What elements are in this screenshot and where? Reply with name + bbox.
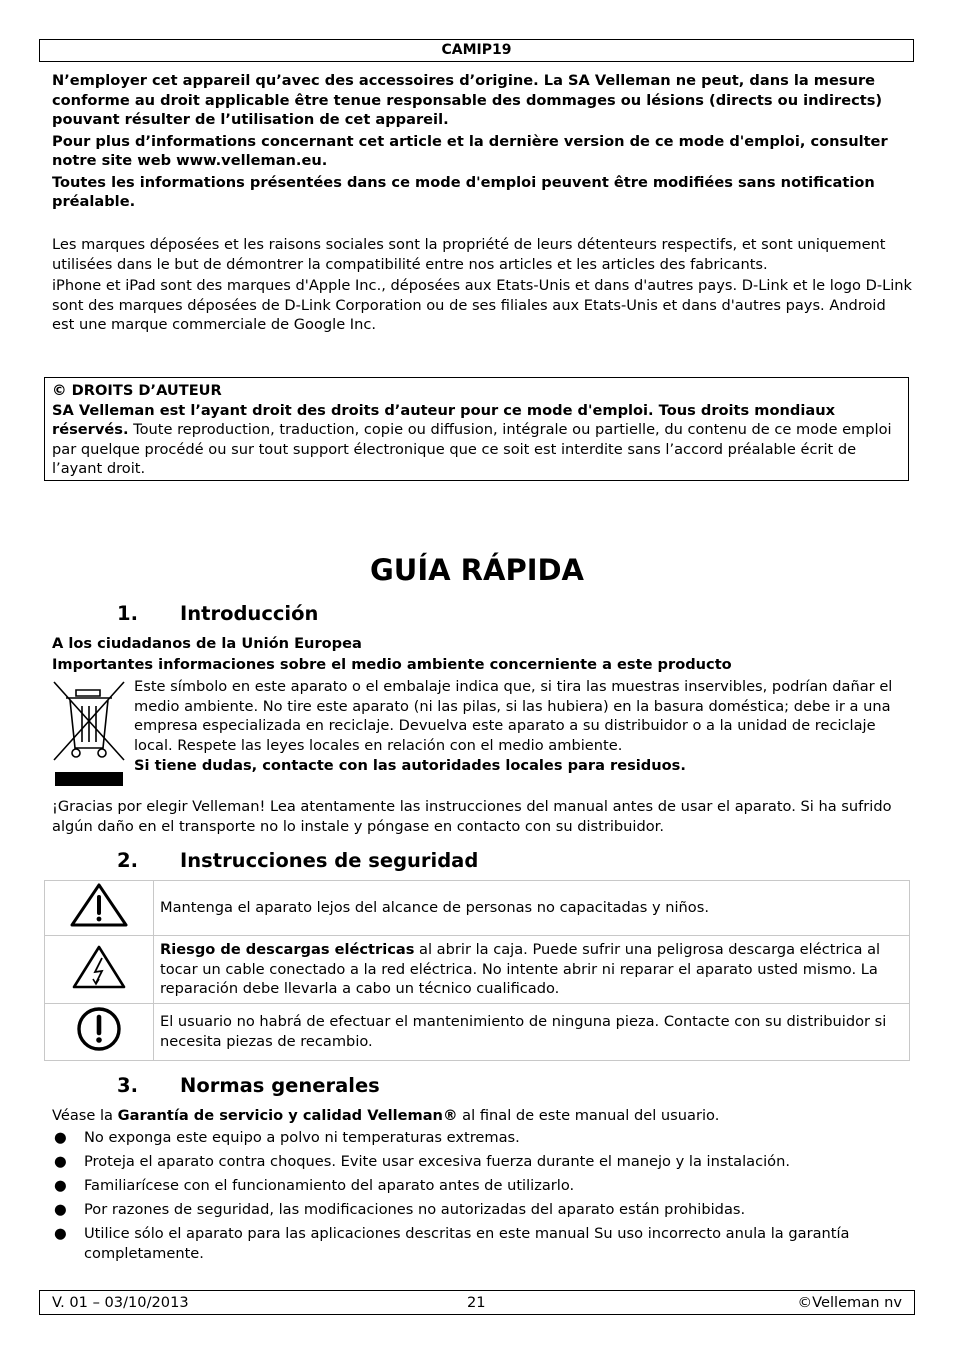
list-item-text: Familiarícese con el funcionamiento del aparato antes de utilizarlo. — [84, 1177, 575, 1194]
bullet-icon: ● — [54, 1225, 67, 1242]
list-item — [52, 1224, 912, 1263]
notice-accessories: N’employer cet appareil qu’avec des accessoires d’origine. La SA Velleman ne peut, dans la mesure conforme au droit applicable être tenue responsable des dommages ou lésions (directs ou indirects) pouvant résulter de l’utilisation de cet appareil. — [52, 72, 883, 128]
safety-icon-cell — [45, 1004, 154, 1061]
trademark-paragraph: Les marques déposées et les raisons sociales sont la propriété de leurs détenteurs respectifs, et sont uniquement utilisées dans le but de démontrer la compatibilité entre nos articles et les articles des fabricants. — [52, 236, 886, 273]
section-number: 1. — [117, 602, 138, 625]
general-rules-list — [52, 1128, 912, 1268]
section-heading-general — [117, 1073, 617, 1099]
general-intro — [52, 1106, 912, 1126]
copyright-text — [52, 401, 901, 479]
trademarks-section — [52, 235, 912, 335]
safety-text: al abrir la caja. Puede sufrir una peligrosa descarga eléctrica al tocar un cable conectado a la red eléctrica. No intente abrir ni reparar el aparato usted mismo. La reparación debe llevarla a cabo un técnico cualificado. — [160, 941, 881, 998]
list-item-text: Por razones de seguridad, las modificaciones no autorizadas del aparato están prohibidas. — [84, 1201, 746, 1218]
list-item-text: Utilice sólo el aparato para las aplicaciones descritas en este manual Su uso incorrecto anula la garantía completamente. — [84, 1225, 850, 1262]
thanks-paragraph — [52, 797, 912, 836]
section-title: Introducción — [180, 602, 319, 625]
general-intro-text — [52, 1106, 912, 1126]
intro-post: al final de este manual del usuario. — [457, 1107, 720, 1124]
electric-shock-icon — [71, 977, 127, 994]
footer-page-number: 21 — [467, 1294, 486, 1311]
safety-icon-cell — [45, 936, 154, 1004]
section-heading-safety — [117, 848, 717, 874]
footer-version: V. 01 – 03/10/2013 — [52, 1294, 189, 1311]
copyright-bold: SA Velleman est l’ayant droit des droits d’auteur pour ce mode d'emploi. Tous droits mondiaux réservés. — [52, 401, 836, 438]
list-item — [52, 1152, 912, 1172]
safety-text: Mantenga el aparato lejos del alcance de personas no capacitadas y niños. — [160, 899, 709, 917]
safety-text: El usuario no habrá de efectuar el mantenimiento de ninguna pieza. Contacte con su distribuidor si necesita piezas de recambio. — [160, 1013, 887, 1050]
weee-bin-icon — [52, 678, 126, 790]
notice-modifications: Toutes les informations présentées dans ce mode d'emploi peuvent être modifiées sans notification préalable. — [52, 173, 875, 210]
weee-text: Este símbolo en este aparato o el embalaje indica que, si tira las muestras inservibles, podrían dañar el medio ambiente. No tire este aparato (ni las pilas, si las hubiera) en la basura doméstica; debe ir a una empresa especializada en reciclaje. Devuelva este aparato a su distribuidor o a la unidad de reciclaje local. Respete las leyes locales en relación con el medio ambiente. — [134, 678, 893, 754]
list-item — [52, 1128, 912, 1148]
bullet-icon: ● — [54, 1129, 67, 1146]
section-number: 3. — [117, 1074, 138, 1097]
footer-copyright: ©Velleman nv — [797, 1294, 902, 1311]
safety-table — [44, 880, 910, 1061]
bullet-icon: ● — [54, 1177, 67, 1194]
bullet-icon: ● — [54, 1201, 67, 1218]
safety-row — [45, 881, 910, 936]
list-item — [52, 1176, 912, 1196]
weee-text-block — [134, 677, 914, 776]
intro-pre: Véase la — [52, 1107, 118, 1124]
model-name: CAMIP19 — [441, 42, 512, 58]
page-footer — [39, 1290, 915, 1315]
weee-bold: Si tiene dudas, contacte con las autoridades locales para residuos. — [134, 757, 686, 774]
section-title: Normas generales — [180, 1074, 380, 1097]
warranty-reference: Garantía de servicio y calidad Velleman® — [117, 1107, 458, 1124]
warning-triangle-icon — [69, 915, 129, 932]
safety-text-cell — [154, 936, 910, 1004]
section-number: 2. — [117, 849, 138, 872]
list-item-text: Proteja el aparato contra choques. Evite usar excesiva fuerza durante el manejo y la instalación. — [84, 1153, 791, 1170]
eu-notice — [52, 634, 912, 674]
french-notices — [52, 71, 912, 212]
page-title: GUÍA RÁPIDA — [369, 553, 585, 587]
bullet-icon: ● — [54, 1153, 67, 1170]
list-item — [52, 1200, 912, 1220]
document-header — [39, 39, 914, 62]
trademark-paragraph: iPhone et iPad sont des marques d'Apple Inc., déposées aux Etats-Unis et dans d'autres pays. D-Link et le logo D-Link sont des marques déposées de D-Link Corporation ou de ses filiales aux Etats-Unis et dans d'autres pays. Android est une marque commerciale de Google Inc. — [52, 277, 913, 333]
copyright-box — [44, 377, 909, 481]
copyright-body: Toute reproduction, traduction, copie ou diffusion, intégrale ou partielle, du contenu de ce mode emploi par quelque procédé ou sur tout support électronique que ce soit est interdite sans l’accord préalable écrit de l’ayant droit. — [52, 421, 892, 477]
list-item-text: No exponga este equipo a polvo ni temperaturas extremas. — [84, 1129, 520, 1146]
thanks-text: ¡Gracias por elegir Velleman! Lea atentamente las instrucciones del manual antes de usar el aparato. Si ha sufrido algún daño en el transporte no lo instale y póngase en contacto con su distribuidor. — [52, 798, 892, 835]
safety-bold: Riesgo de descargas eléctricas — [160, 941, 415, 959]
exclamation-circle-icon — [74, 1040, 124, 1057]
section-heading-intro — [117, 601, 617, 627]
safety-row — [45, 1004, 910, 1061]
notice-website: Pour plus d’informations concernant cet article et la dernière version de ce mode d'emploi, consulter notre site web www.velleman.eu. — [52, 132, 888, 169]
eu-citizens-line: A los ciudadanos de la Unión Europea — [52, 635, 362, 652]
copyright-heading: © DROITS D’AUTEUR — [52, 382, 222, 399]
environment-line: Importantes informaciones sobre el medio ambiente concerniente a este producto — [52, 655, 732, 673]
safety-text-cell — [154, 881, 910, 936]
safety-row — [45, 936, 910, 1004]
section-title: Instrucciones de seguridad — [180, 849, 479, 872]
safety-icon-cell — [45, 881, 154, 936]
safety-text-cell — [154, 1004, 910, 1061]
